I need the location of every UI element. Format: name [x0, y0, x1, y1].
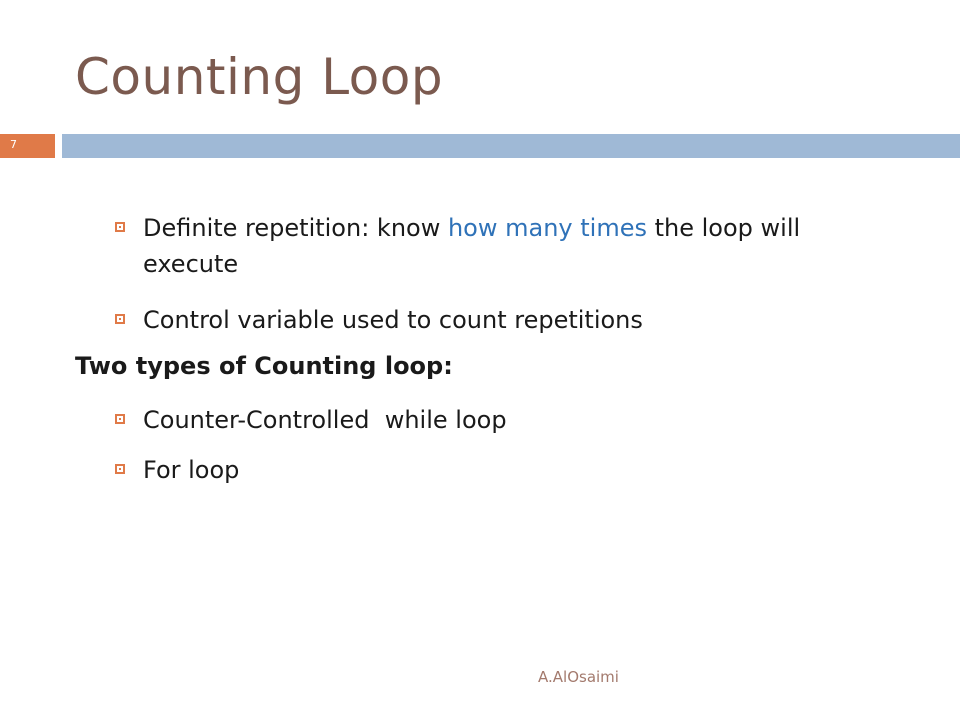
title-accent-bar — [62, 134, 960, 158]
slide-number-badge — [0, 134, 55, 158]
bullet-text-highlight: how many times — [447, 214, 647, 242]
square-bullet-icon — [115, 464, 125, 474]
subheading: Two types of Counting loop: — [75, 352, 453, 380]
bullet-text: Control variable used to count repetitions — [143, 306, 643, 334]
square-bullet-icon — [115, 314, 125, 324]
bullet-text-suffix: the loop will execute — [143, 214, 801, 278]
footer-author: A.AlOsaimi — [538, 668, 619, 686]
slide-title: Counting Loop — [75, 48, 444, 106]
slide-number: 7 — [10, 138, 17, 151]
bullet-text: Counter-Controlled while loop — [143, 406, 507, 434]
bullet-text — [143, 210, 883, 282]
square-bullet-icon — [115, 222, 125, 232]
square-bullet-icon — [115, 414, 125, 424]
bullet-text: For loop — [143, 456, 240, 484]
bullet-text-prefix: Definite repetition: know — [143, 214, 448, 242]
